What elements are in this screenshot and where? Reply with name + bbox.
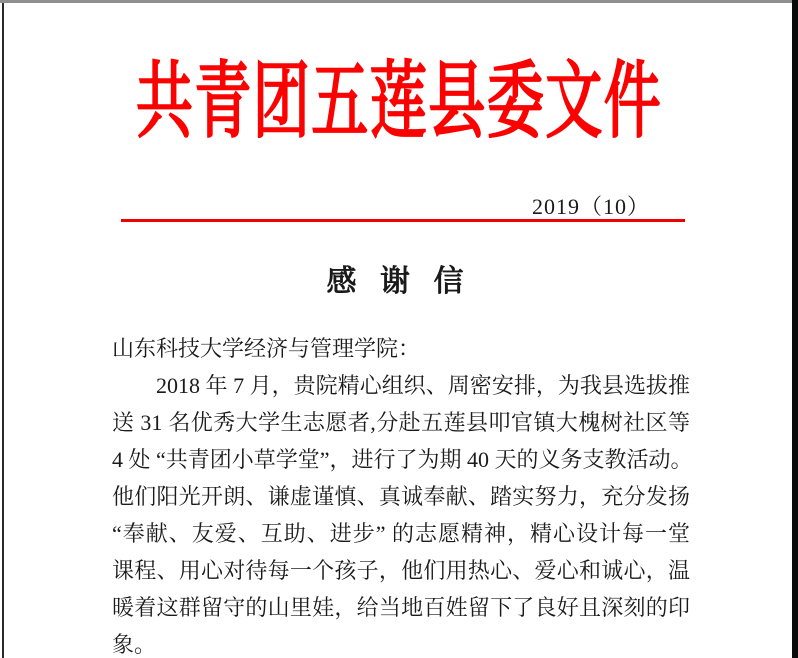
scan-edge-right xyxy=(792,0,798,658)
body-line: 2018 年 7 月，贵院精心组织、周密安排，为我县选拔推 xyxy=(156,373,690,398)
body-line: 暖着这群留守的山里娃，给当地百姓留下了良好且深刻的印 xyxy=(112,595,690,620)
issue-number: 2019（10） xyxy=(531,194,650,219)
body-line: 4 处 “共青团小草学堂”，进行了为期 40 天的义务支教活动。 xyxy=(112,447,693,472)
body-line: 送 31 名优秀大学生志愿者,分赴五莲县叩官镇大槐树社区等 xyxy=(112,410,690,435)
body-line: 课程、用心对待每一个孩子，他们用热心、爱心和诚心，温 xyxy=(112,558,690,583)
scan-edge-top xyxy=(0,0,798,3)
body-line: 象。 xyxy=(112,632,157,657)
letter-title: 感 谢 信 xyxy=(326,265,472,298)
body-line: “奉献、友爱、互助、进步” 的志愿精神，精心设计每一堂 xyxy=(112,521,690,546)
red-separator-line xyxy=(121,219,685,222)
salutation-line: 山东科技大学经济与管理学院： xyxy=(112,336,421,361)
body-line: 他们阳光开朗、谦虚谨慎、真诚奉献、踏实努力，充分发扬 xyxy=(112,484,690,509)
scan-edge-left xyxy=(2,3,4,658)
letter-body xyxy=(112,330,693,658)
document-masthead-title: 共青团五莲县委文件 xyxy=(135,56,663,149)
